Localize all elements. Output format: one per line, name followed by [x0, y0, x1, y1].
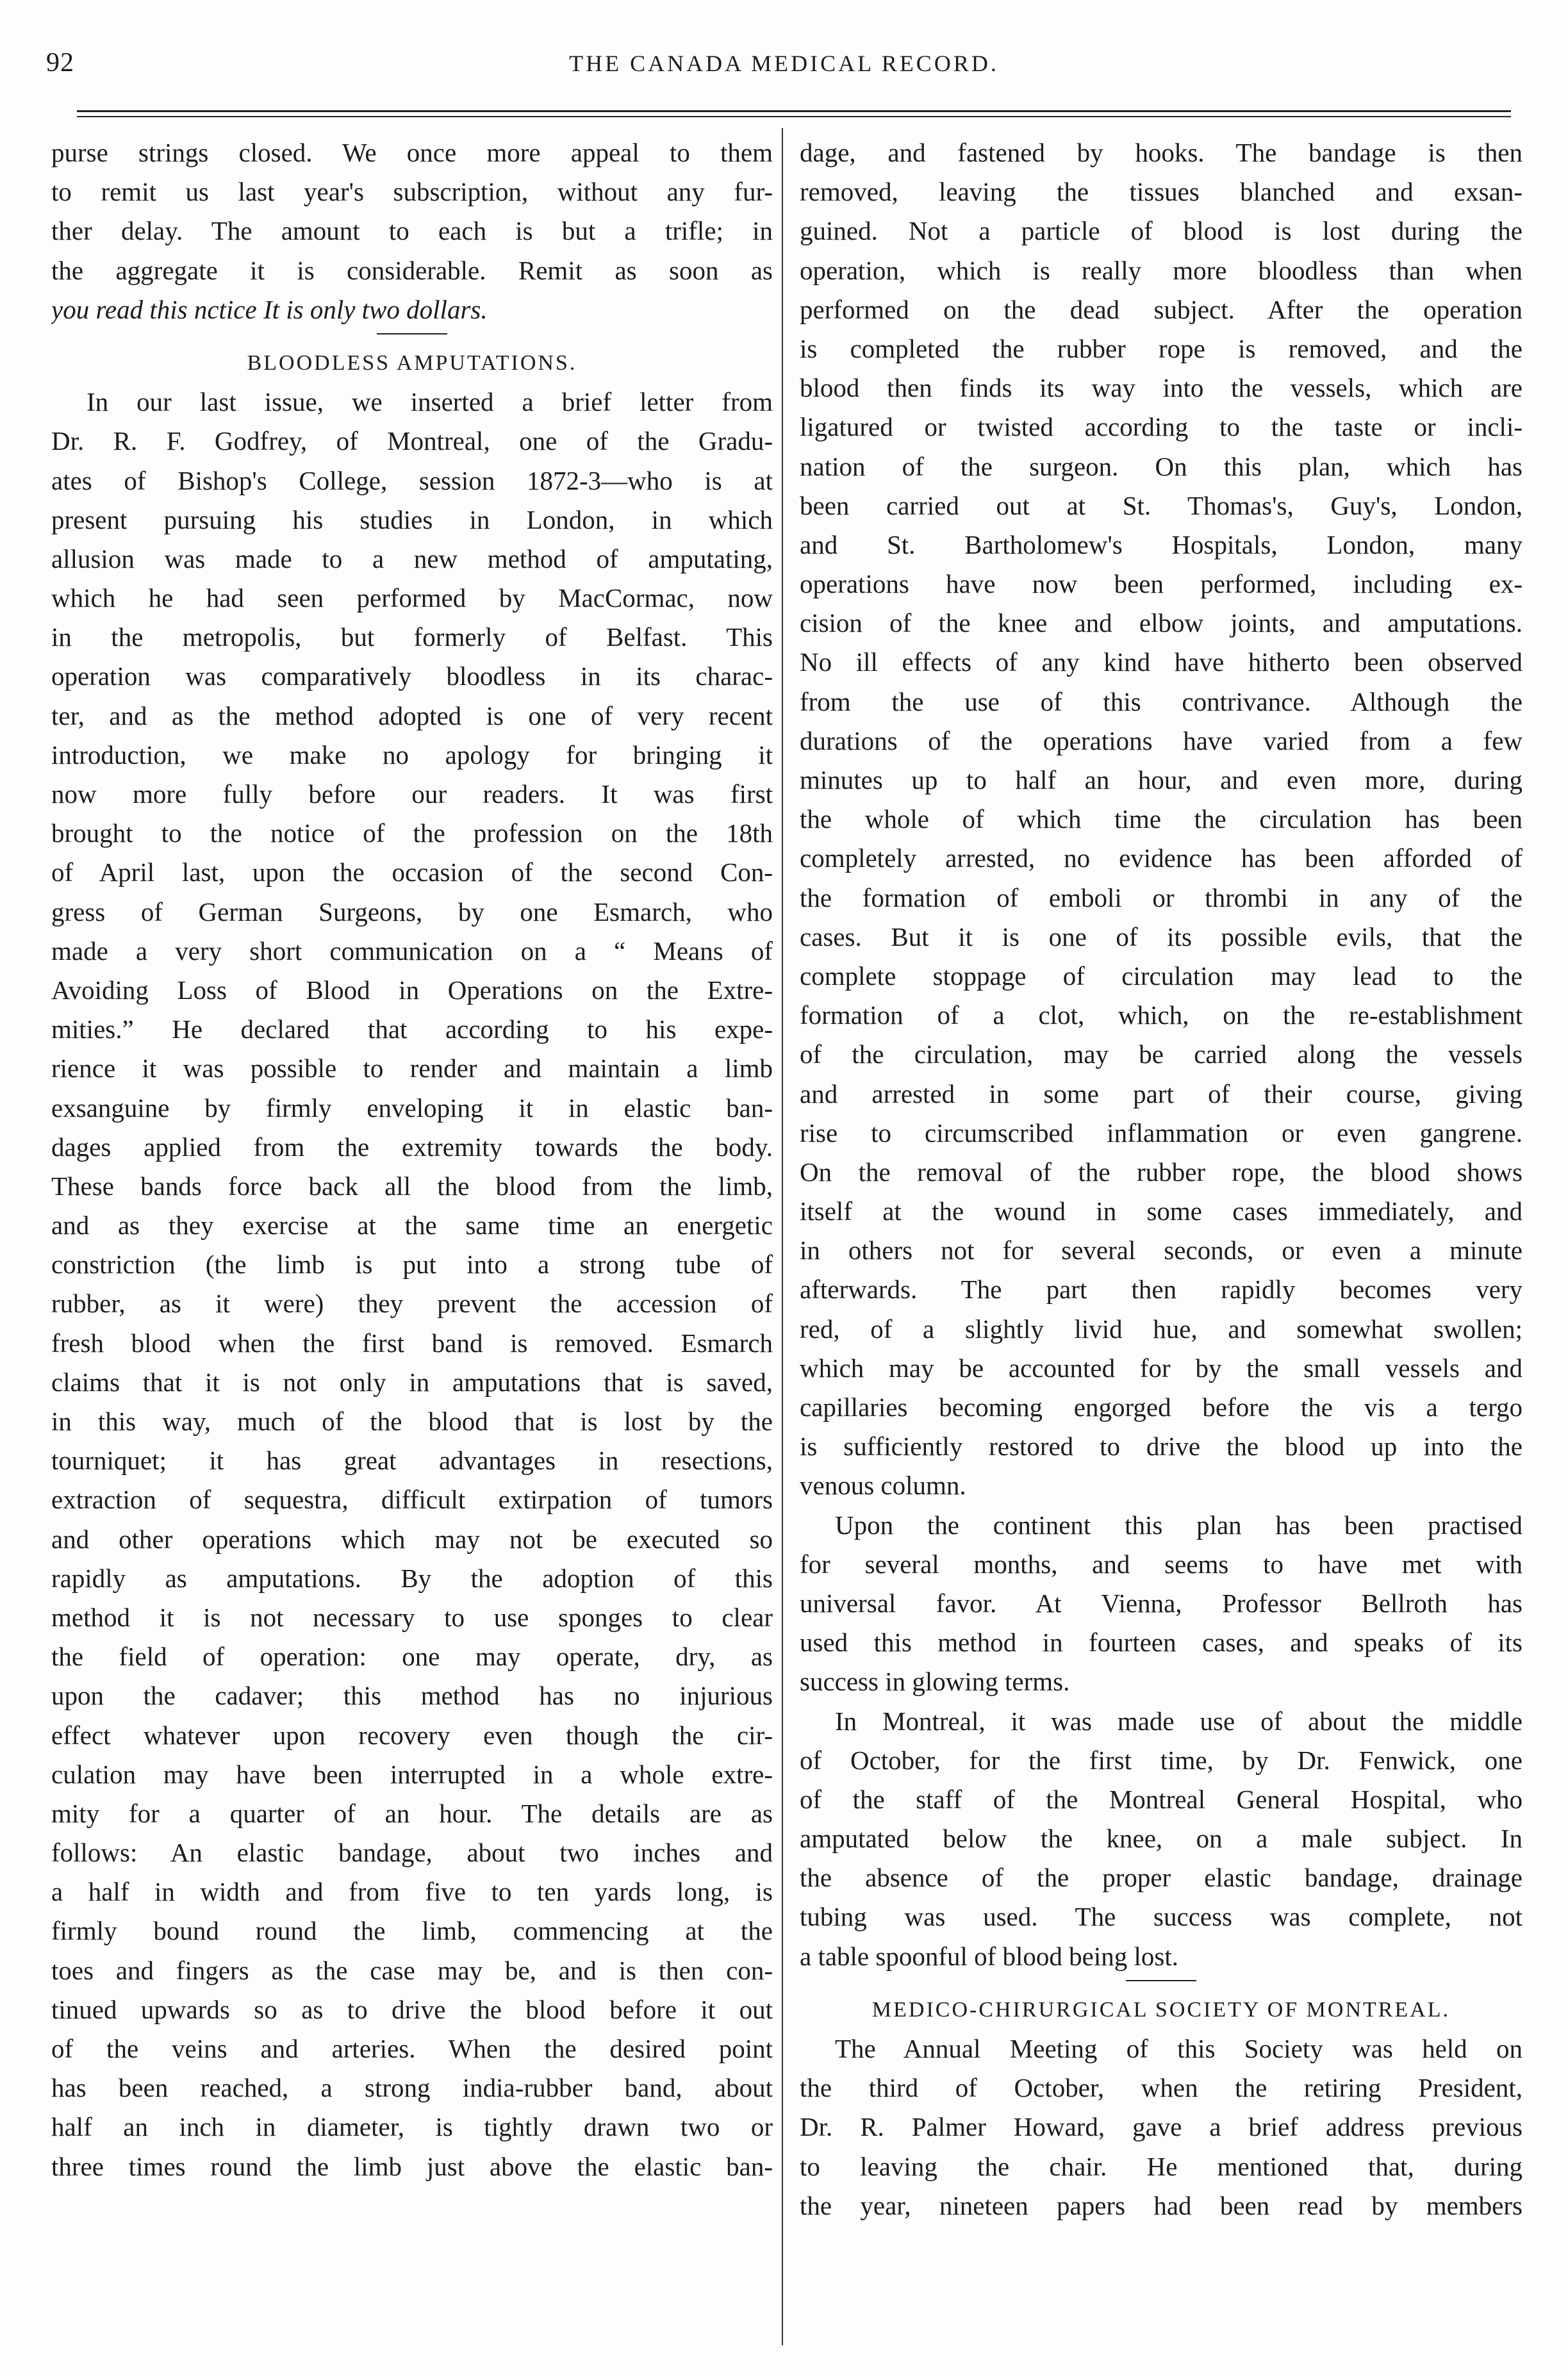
text-line: the third of October, when the retiring President,	[800, 2073, 1523, 2103]
text-line: to remit us last year's subscription, without any fur-	[51, 177, 773, 207]
text-line: purse strings closed. We once more appeal to them	[51, 138, 773, 167]
text-line: mities.” He declared that according to his expe-	[51, 1014, 773, 1044]
text-line: in others not for several seconds, or even a minute	[800, 1235, 1523, 1266]
text-line: the aggregate it is considerable. Remit as soon as	[51, 255, 773, 285]
text-line: upon the cadaver; this method has no injurious	[51, 1681, 773, 1711]
text-line: No ill effects of any kind have hitherto been observed	[800, 647, 1523, 677]
text-line: toes and fingers as the case may be, and is then con-	[51, 1955, 773, 1985]
header-rule-secondary	[77, 116, 1511, 117]
text-line: Avoiding Loss of Blood in Operations on the Extre-	[51, 975, 773, 1005]
text-line: of October, for the first time, by Dr. Fenwick, one	[800, 1745, 1523, 1775]
text-line: blood then finds its way into the vessels, which are	[800, 373, 1523, 403]
text-line: cision of the knee and elbow joints, and amputations.	[800, 608, 1523, 638]
text-line: a table spoonful of blood being lost.	[800, 1941, 1178, 1971]
text-line: of the staff of the Montreal General Hospital, who	[800, 1784, 1523, 1814]
text-line: These bands force back all the blood from the limb,	[51, 1171, 773, 1201]
text-line: ther delay. The amount to each is but a trifle; in	[51, 216, 773, 246]
text-line: method it is not necessary to use sponges to clear	[51, 1602, 773, 1632]
text-line: brought to the notice of the profession on the 18th	[51, 818, 773, 848]
text-line: the field of operation: one may operate, dry, as	[51, 1642, 773, 1672]
text-line: extraction of sequestra, difficult extirpation of tumors	[51, 1485, 773, 1515]
text-line: mity for a quarter of an hour. The details are as	[51, 1798, 773, 1828]
text-line: itself at the wound in some cases immediately, and	[800, 1196, 1523, 1226]
text-line: rubber, as it were) they prevent the accession of	[51, 1289, 773, 1319]
text-line: formation of a clot, which, on the re-establishment	[800, 1000, 1523, 1030]
text-line: operation, which is really more bloodless than when	[800, 255, 1523, 285]
text-line: three times round the limb just above the elastic ban-	[51, 2151, 773, 2181]
right-column	[800, 133, 1523, 2225]
text-line: tourniquet; it has great advantages in resections,	[51, 1446, 773, 1476]
text-line: exsanguine by firmly enveloping it in elastic ban-	[51, 1093, 773, 1123]
text-line: ates of Bishop's College, session 1872-3—who is at	[51, 465, 773, 495]
text-line: guined. Not a particle of blood is lost during the	[800, 216, 1523, 246]
text-line: red, of a slightly livid hue, and somewhat swollen;	[800, 1314, 1523, 1344]
text-line: afterwards. The part then rapidly becomes very	[800, 1275, 1523, 1305]
text-line: the formation of emboli or thrombi in any of the	[800, 882, 1523, 912]
text-line: universal favor. At Vienna, Professor Bellroth has	[800, 1588, 1523, 1618]
text-line: made a very short communication on a “ Means of	[51, 936, 773, 966]
text-line: rience it was possible to render and maintain a limb	[51, 1053, 773, 1084]
text-line: tubing was used. The success was complete, not	[800, 1902, 1523, 1932]
text-line: in this way, much of the blood that is lost by the	[51, 1407, 773, 1436]
page-header	[46, 47, 1522, 86]
text-line: constriction (the limb is put into a strong tube of	[51, 1250, 773, 1280]
text-line: which may be accounted for by the small vessels and	[800, 1353, 1523, 1383]
text-line: fresh blood when the first band is removed. Esmarch	[51, 1328, 773, 1358]
text-line: durations of the operations have varied from a few	[800, 725, 1523, 755]
text-line: Upon the continent this plan has been practised	[835, 1510, 1523, 1540]
text-line: venous column.	[800, 1471, 966, 1501]
text-line: firmly bound round the limb, commencing at the	[51, 1916, 773, 1946]
text-line: minutes up to half an hour, and even more, during	[800, 765, 1523, 795]
column-divider	[782, 128, 783, 2345]
text-line: and as they exercise at the same time an energetic	[51, 1210, 773, 1241]
text-line: in the metropolis, but formerly of Belfast. This	[51, 622, 773, 652]
text-line: cases. But it is one of its possible evils, that the	[800, 921, 1523, 952]
text-line: you read this nctice It is only two dollars.	[51, 294, 488, 324]
text-line: In our last issue, we inserted a brief letter from	[87, 387, 773, 417]
text-line: operation was comparatively bloodless in its charac-	[51, 661, 773, 691]
text-line: On the removal of the rubber rope, the blood shows	[800, 1157, 1523, 1187]
text-line: introduction, we make no apology for bringing it	[51, 739, 773, 770]
page-number: 92	[46, 48, 74, 78]
society-heading: MEDICO-CHIRURGICAL SOCIETY OF MONTREAL.	[871, 1997, 1451, 2022]
text-line: The Annual Meeting of this Society was held on	[835, 2034, 1523, 2063]
text-line: dages applied from the extremity towards the body.	[51, 1132, 773, 1162]
text-line: gress of German Surgeons, by one Esmarch, who	[51, 896, 773, 927]
text-line: rise to circumscribed inflammation or even gangrene.	[800, 1118, 1523, 1148]
text-line: performed on the dead subject. After the operation	[800, 294, 1523, 324]
text-line: success in glowing terms.	[800, 1667, 1070, 1697]
text-line: half an inch in diameter, is tightly drawn two or	[51, 2112, 773, 2142]
text-line: follows: An elastic bandage, about two inches and	[51, 1838, 773, 1868]
text-line: rapidly as amputations. By the adoption of this	[51, 1563, 773, 1593]
text-line: complete stoppage of circulation may lead to the	[800, 961, 1523, 991]
left-column	[51, 133, 773, 2186]
text-line: ter, and as the method adopted is one of very recent	[51, 700, 773, 730]
text-line: claims that it is not only in amputations that is saved,	[51, 1367, 773, 1397]
text-line: been carried out at St. Thomas's, Guy's, London,	[800, 490, 1523, 520]
header-rule	[77, 110, 1511, 112]
text-line: of April last, upon the occasion of the second Con-	[51, 857, 773, 887]
text-line: has been reached, a strong india-rubber band, about	[51, 2073, 773, 2103]
text-line: capillaries becoming engorged before the vis a tergo	[800, 1392, 1523, 1422]
text-line: tinued upwards so as to drive the blood before it out	[51, 1994, 773, 2024]
text-line: allusion was made to a new method of amputating,	[51, 543, 773, 573]
running-title: THE CANADA MEDICAL RECORD.	[569, 51, 999, 76]
text-line: ligatured or twisted according to the taste or incli-	[800, 412, 1523, 442]
text-line: which he had seen performed by MacCormac, now	[51, 583, 773, 613]
text-line: to leaving the chair. He mentioned that, during	[800, 2151, 1523, 2181]
text-line: is completed the rubber rope is removed, and the	[800, 333, 1523, 363]
text-line: of the circulation, may be carried along the vessels	[800, 1039, 1523, 1069]
text-line: and arrested in some part of their course, giving	[800, 1078, 1523, 1109]
text-line: used this method in fourteen cases, and speaks of its	[800, 1628, 1523, 1658]
text-line: dage, and fastened by hooks. The bandage is then	[800, 138, 1523, 167]
text-line: of the veins and arteries. When the desired point	[51, 2034, 773, 2063]
section-divider	[51, 329, 773, 343]
article-heading: BLOODLESS AMPUTATIONS.	[247, 351, 577, 375]
text-line: the year, nineteen papers had been read by members	[800, 2190, 1523, 2220]
text-line: Dr. R. Palmer Howard, gave a brief address previous	[800, 2112, 1523, 2142]
text-line: nation of the surgeon. On this plan, which has	[800, 451, 1523, 481]
section-divider	[800, 1976, 1523, 1990]
text-line: from the use of this contrivance. Although the	[800, 686, 1523, 716]
text-line: operations have now been performed, including ex-	[800, 569, 1523, 599]
text-line: now more fully before our readers. It was first	[51, 779, 773, 809]
text-line: the absence of the proper elastic bandage, drainage	[800, 1863, 1523, 1893]
text-line: and St. Bartholomew's Hospitals, London, many	[800, 529, 1523, 559]
text-line: completely arrested, no evidence has been afforded of	[800, 843, 1523, 873]
text-line: a half in width and from five to ten yards long, is	[51, 1877, 773, 1907]
text-line: Dr. R. F. Godfrey, of Montreal, one of the Gradu-	[51, 426, 773, 456]
text-line: for several months, and seems to have met with	[800, 1549, 1523, 1579]
text-line: In Montreal, it was made use of about the middle	[835, 1706, 1523, 1736]
text-line: removed, leaving the tissues blanched and exsan-	[800, 177, 1523, 207]
text-line: is sufficiently restored to drive the blood up into the	[800, 1431, 1523, 1462]
text-line: the whole of which time the circulation has been	[800, 804, 1523, 834]
text-line: present pursuing his studies in London, in which	[51, 504, 773, 534]
text-line: and other operations which may not be executed so	[51, 1524, 773, 1554]
text-line: amputated below the knee, on a male subject. In	[800, 1824, 1523, 1854]
text-line: culation may have been interrupted in a whole extre-	[51, 1759, 773, 1789]
text-line: effect whatever upon recovery even though the cir-	[51, 1720, 773, 1750]
